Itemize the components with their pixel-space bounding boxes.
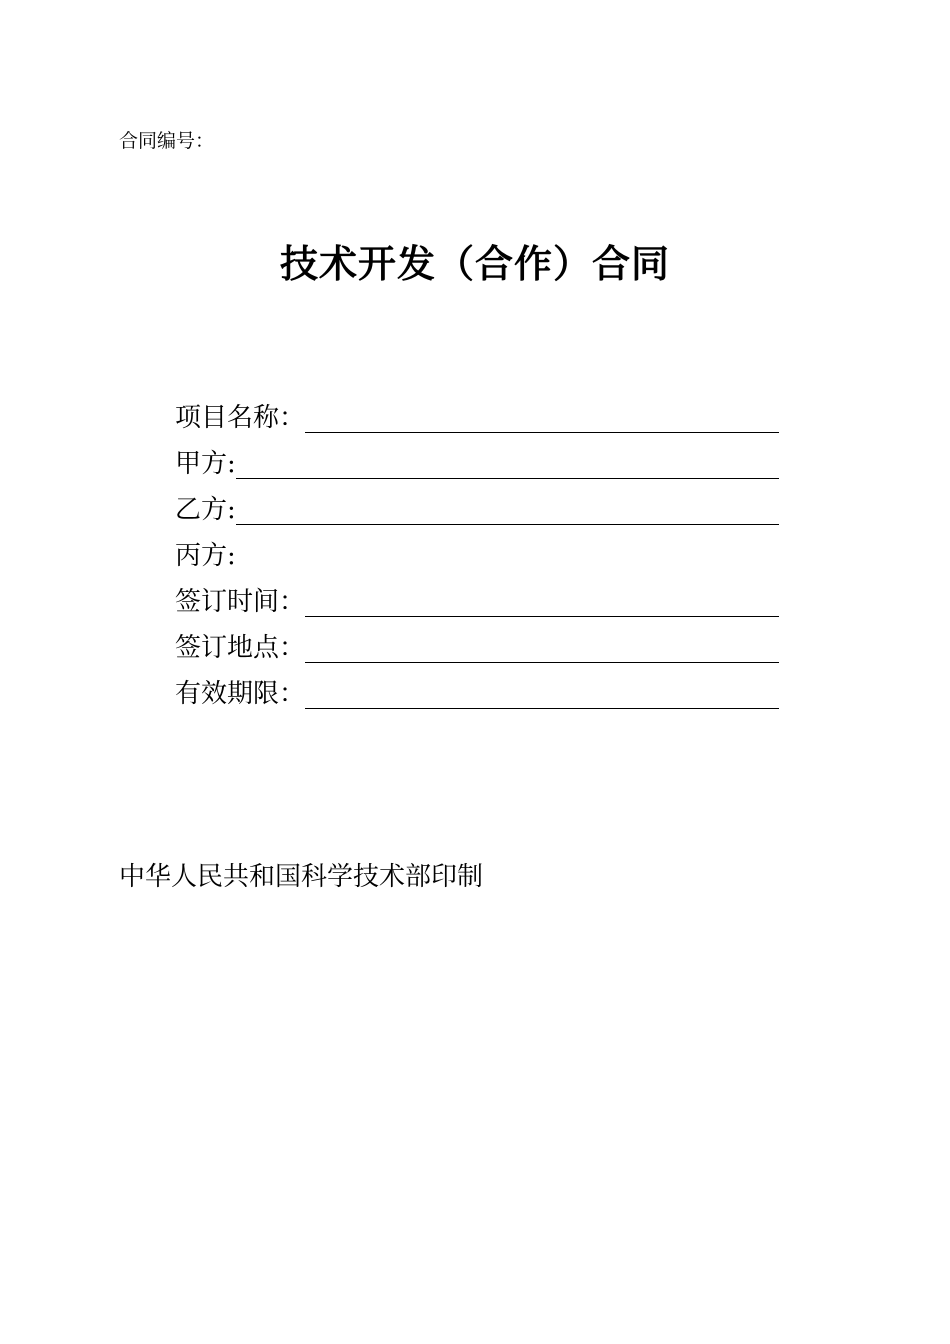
field-label-party-a: 甲方: [175,449,236,479]
field-party-a [175,440,779,486]
field-signing-place [175,624,779,670]
field-signing-time [175,578,779,624]
field-label-party-b: 乙方: [175,495,236,525]
field-project-name [175,394,779,440]
field-label-party-c: 丙方: [175,541,236,571]
field-label-validity-period: 有效期限： [175,679,306,709]
issuer-note: 中华人民共和国科学技术部印制 [119,862,484,892]
field-label-project-name: 项目名称： [175,403,306,433]
signing-place-blank-line[interactable] [305,662,779,663]
document-title: 技术开发（合作）合同 [279,242,670,286]
contract-number-label: 合同编号： [119,130,215,152]
validity-period-blank-line[interactable] [305,708,779,709]
field-party-c [175,532,779,578]
party-b-blank-line[interactable] [236,524,779,525]
signing-time-blank-line[interactable] [305,616,779,617]
contract-fields [175,394,779,716]
project-name-blank-line[interactable] [305,432,779,433]
field-party-b [175,486,779,532]
party-a-blank-line[interactable] [236,478,779,479]
field-validity-period [175,670,779,716]
field-label-signing-time: 签订时间： [175,587,306,617]
field-label-signing-place: 签订地点： [175,633,306,663]
